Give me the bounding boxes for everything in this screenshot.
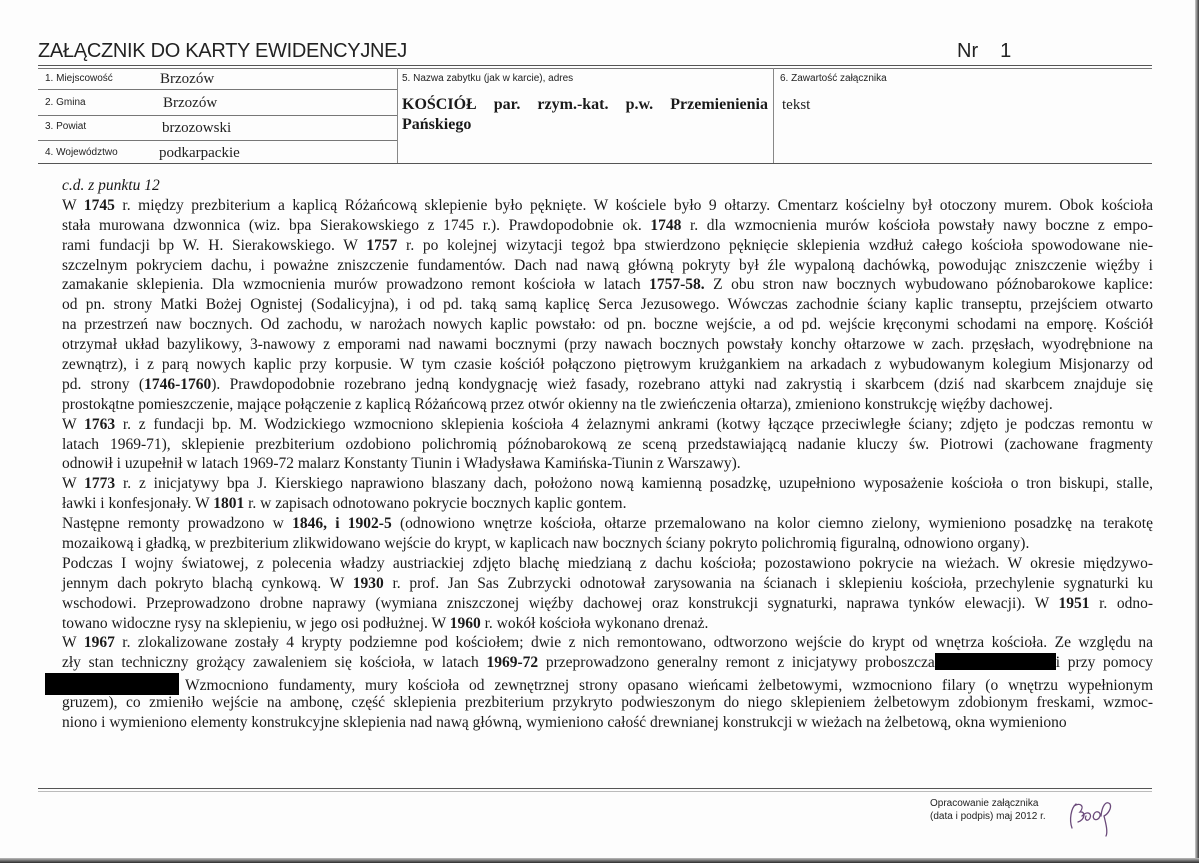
nr-label: Nr xyxy=(957,40,979,62)
text-segment: zamakanie sklepienia. Dla wzmocnienia murów prowadzono remont kościoła w latach xyxy=(62,276,650,294)
text-line xyxy=(62,355,1153,375)
field-label-gmina: 2. Gmina xyxy=(45,97,86,108)
text-segment: mozaikową i gładką, w prezbiterium zlikwidowano wejście do krypt, w kaplicach naw bocznych ściany pokryto polichromią figuralną, odnowiono organy). xyxy=(62,535,1030,553)
text-line xyxy=(62,236,1153,256)
text-segment: jennym dach pokryto blachą cynkową. W xyxy=(62,574,353,592)
field-value-wojewodztwo: podkarpackie xyxy=(159,145,240,161)
row-divider xyxy=(38,140,397,141)
text-line xyxy=(62,454,1153,474)
field-value-gmina: Brzozów xyxy=(163,95,218,111)
text-segment: zewnątrz), i z parą nowych kaplic przy korpusie. W tym czasie kościół połączono piętrowym krużgankiem na arkadach z wybudowanym kolegium Misjonarzy od xyxy=(62,356,1153,374)
footer-rule xyxy=(38,788,1152,789)
field-value-miejscowosc: Brzozów xyxy=(160,71,215,87)
footer-line1: Opracowanie załącznika xyxy=(930,798,1039,809)
redaction-box xyxy=(45,673,179,695)
text-segment: r. z fundacji bp. M. Wodzickiego wzmocniono sklepienia kościoła 4 żelaznymi ankrami (kotwy łączące przeciwległe ściany; zdjęto je podczas remontu w xyxy=(115,415,1153,433)
bold-year: 1967 xyxy=(83,634,115,652)
text-line xyxy=(62,474,1153,494)
table-bottom-rule xyxy=(38,163,1152,164)
bold-year: 1763 xyxy=(84,415,116,433)
column-divider xyxy=(397,68,398,163)
scan-edge-right xyxy=(1195,0,1199,863)
bold-year: 1969-72 xyxy=(486,654,539,672)
text-segment: r. dla wzmocnienia murów kościoła powstały nawy boczne z empo- xyxy=(681,216,1153,234)
text-line xyxy=(62,315,1153,335)
scan-edge-bottom xyxy=(0,858,1199,863)
column-divider xyxy=(773,68,774,163)
text-line xyxy=(62,435,1153,455)
text-segment: r. zlokalizowane zostały 4 krypty podziemne pod kościołem; dwie z nich remontowano, odtworzono wejście do krypt od wnętrza kościoła. Ze względu na xyxy=(114,634,1153,652)
text-segment: W xyxy=(62,475,85,493)
text-line xyxy=(62,534,1153,554)
text-segment: gruzem), co zmieniło wejście na ambonę, część sklepienia prezbiterium przykryto podwieszonym do niego sklepieniem żelbetowym zdobionym freskami, wzmoc- xyxy=(62,694,1153,712)
bold-year: 1960 xyxy=(449,614,481,632)
text-segment: odnowił i uzupełnił w latach 1969-72 malarz Konstanty Tiunin i Władysława Kamińska-Tiunin z Warszawy). xyxy=(62,455,741,473)
text-line xyxy=(62,335,1153,355)
text-segment: pd. strony ( xyxy=(62,375,145,393)
text-segment: r. odno- xyxy=(1089,594,1154,612)
text-segment: Z obu stron naw bocznych wybudowano późnobarokowe kaplice: xyxy=(704,276,1153,294)
text-segment: rami fundacji bp W. H. Sierakowskiego. W xyxy=(62,236,367,254)
text-line xyxy=(62,295,1153,315)
table-top-rule-inner xyxy=(38,68,1152,69)
text-line xyxy=(62,375,1153,395)
bold-year: 1757 xyxy=(366,236,398,254)
text-segment: otrzymał układ bazylikowy, 3-nawowy z emporami nad nawami bocznymi (przy nawach bocznych powstały konchy ołtarzowe w zach. przęsłach, wyodrębnione na xyxy=(62,336,1153,354)
text-line xyxy=(62,256,1153,276)
body-text xyxy=(62,176,1153,733)
text-line xyxy=(62,673,1153,693)
text-line xyxy=(62,653,1153,673)
text-segment: W xyxy=(62,415,85,433)
text-segment: (odnowiono wnętrze kościoła, ołtarze przemalowano na kolor ciemno zielony, wymieniono posadzkę na terakotę xyxy=(391,515,1153,533)
text-segment: prostokątne pomieszczenie, mające połączenie z kaplicą Różańcową przez otwór okienny na tle zwieńczenia ołtarza), zmieniono konstrukcję więźby dachowej. xyxy=(62,395,1053,413)
text-segment: c.d. z punktu 12 xyxy=(62,177,160,194)
footer-line2: (data i podpis) maj 2012 r. xyxy=(930,811,1046,822)
text-segment: r. po kolejnej wizytacji tegoż bpa stwierdzono pęknięcie sklepienia wzdłuż całego kościoła spowodowane nie- xyxy=(397,236,1154,254)
bold-year: 1951 xyxy=(1058,594,1090,612)
text-line xyxy=(62,176,1153,196)
text-line xyxy=(62,574,1153,594)
bold-year: 1745 xyxy=(83,196,115,214)
object-name-label: 5. Nazwa zabytku (jak w karcie), adres xyxy=(402,73,574,84)
bold-year: 1746-1760 xyxy=(144,375,212,393)
document-number xyxy=(957,40,1011,63)
field-value-powiat: brzozowski xyxy=(162,120,232,136)
text-segment: r. w zapisach odnotowano pokrycie bocznych kaplic gontem. xyxy=(244,495,627,513)
field-label-wojewodztwo: 4. Województwo xyxy=(45,147,118,158)
text-segment: od pn. strony Matki Bożej Ognistej (Sodalicyjna), i od pd. taką samą kaplicę Serca Jezusowego. Wówczas zachodnie ściany kaplic transeptu, przejściem otwarto xyxy=(62,296,1153,314)
row-divider xyxy=(38,115,397,116)
text-segment: towano widoczne rysy na sklepieniu, w jego osi podłużnej. W xyxy=(62,614,450,632)
text-segment: ławki i konfesjonały. W xyxy=(62,495,214,513)
text-line xyxy=(62,693,1153,713)
bold-year: 1801 xyxy=(213,495,245,513)
text-segment: niono i wymieniono elementy konstrukcyjne sklepienia nad nawą główną, wymieniono całość drewnianej konstrukcji w wieżach na żelbetową, okna wymieniono xyxy=(62,714,1067,732)
text-segment: szczelnym pokryciem dachu, i poważne zniszczenie fundamentów. Dach nad nawą główną pokryty był źle wypaloną dachówką, powodując zniszczenie więźby i xyxy=(62,256,1153,274)
redaction-box xyxy=(935,653,1056,670)
text-line xyxy=(62,614,1153,634)
text-line xyxy=(62,216,1153,236)
text-segment: latach 1969-71), sklepienie prezbiterium ozdobiono polichromią późnobarokową ze sceną przedstawiającą nadanie kluczy św. Piotrowi (zachowane fragmenty xyxy=(62,435,1153,453)
text-line xyxy=(62,494,1153,514)
text-segment: stała murowana dzwonnica (wiz. bpa Sierakowskiego z 1745 r.). Prawdopodobnie ok. xyxy=(62,216,651,234)
text-line xyxy=(62,554,1153,574)
text-segment: wschodowi. Przeprowadzono drobne naprawy (wymiana zniszczonej więźby dachowej oraz konstrukcji sygnaturki, naprawa tynków elewacji). W xyxy=(62,594,1059,612)
bold-year: 1773 xyxy=(84,475,116,493)
bold-year: 1757-58. xyxy=(649,276,705,294)
text-segment: r. między prezbiterium a kaplicą Różańcową sklepienie było pęknięte. W kościele było 9 ołtarzy. Cmentarz kościelny był otoczony murem. Obok kościoła xyxy=(114,196,1153,214)
row-divider xyxy=(38,89,397,90)
nr-value: 1 xyxy=(1000,40,1012,62)
text-segment: i przy pomocy xyxy=(1055,654,1153,672)
text-segment: r. z inicjatywy bpa J. Kierskiego naprawiono blaszany dach, położono nową kamienną posadzkę, uzupełniono wyposażenie kościoła o tron biskupi, stalle, xyxy=(115,475,1153,493)
text-segment: ). Prawdopodobnie rozebrano jedną kondygnację wież fasady, rozebrano attyki nad zakrystią i skarbcem (dziś nad skarbcem znajduje się xyxy=(211,375,1154,393)
text-line xyxy=(62,275,1153,295)
text-segment: Wzmocniono fundamenty, mury kościoła od zewnętrznej strony opasano wieńcami żelbetowymi, wzmocniono filary (o wnętrzu wypełnionym xyxy=(185,677,1153,695)
text-segment: r. wokół kościoła wykonano drenaż. xyxy=(480,614,709,632)
text-segment: W xyxy=(62,634,84,652)
text-segment: r. prof. Jan Sas Zubrzycki odnotował zarysowania na ścianach i sklepieniu kościoła, przechylenie sygnaturki ku xyxy=(383,574,1154,592)
table-top-rule xyxy=(38,65,1152,66)
text-line xyxy=(62,514,1153,534)
content-value: tekst xyxy=(782,97,811,113)
field-label-powiat: 3. Powiat xyxy=(45,121,87,132)
handwritten-signature xyxy=(1068,798,1118,838)
text-segment: W xyxy=(62,196,84,214)
object-name-line2: Pańskiego xyxy=(402,116,472,133)
text-line xyxy=(62,633,1153,653)
text-line xyxy=(62,713,1153,733)
text-segment: przeprowadzono generalny remont z inicjatywy proboszcza xyxy=(538,654,935,672)
text-line xyxy=(62,395,1153,415)
text-segment: Podczas I wojny światowej, z polecenia władzy austriackiej zdjęto blachę miedzianą z dachu kościoła; pozostawiono pokrycie na wieżach. W okresie międzywo- xyxy=(62,554,1153,572)
bold-year: 1930 xyxy=(352,574,384,592)
footer-note xyxy=(930,797,1046,823)
content-label: 6. Zawartość załącznika xyxy=(780,73,887,84)
document-title: ZAŁĄCZNIK DO KARTY EWIDENCYJNEJ xyxy=(38,40,407,62)
text-line xyxy=(62,594,1153,614)
bold-year: 1846, i 1902-5 xyxy=(292,515,392,533)
bold-year: 1748 xyxy=(650,216,682,234)
text-line xyxy=(62,415,1153,435)
text-segment: na przestrzeń naw bocznych. Od zachodu, w narożach nowych kaplic powstało: od pn. boczne wejście, a od pd. wejście kręconymi schodami na emporę. Kościół xyxy=(62,316,1153,334)
field-label-miejscowosc: 1. Miejscowość xyxy=(45,73,113,84)
text-segment: Następne remonty prowadzono w xyxy=(62,515,293,533)
footer-rule-faint xyxy=(38,791,1152,792)
object-name-line1: KOŚCIÓŁ par. rzym.-kat. p.w. Przemienienia xyxy=(402,96,768,113)
text-line xyxy=(62,196,1153,216)
text-segment: zły stan techniczny grożący zawaleniem się kościoła, w latach xyxy=(62,654,487,672)
